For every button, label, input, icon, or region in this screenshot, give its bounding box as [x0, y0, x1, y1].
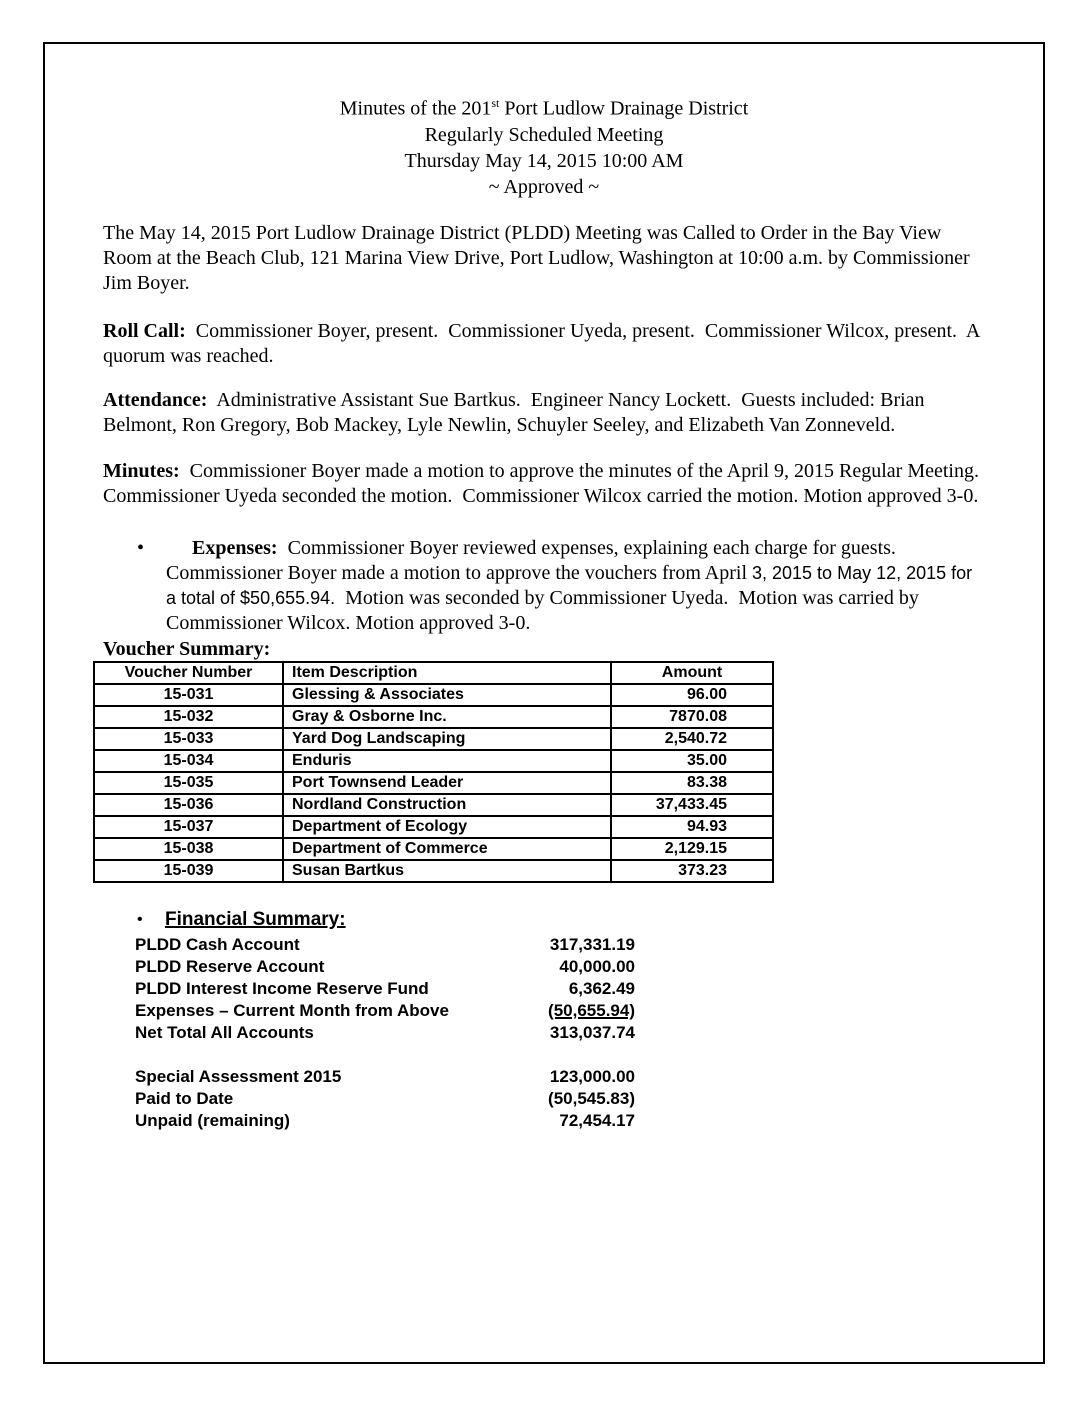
table-cell: 15-033 — [94, 728, 283, 750]
table-row — [94, 728, 773, 750]
table-row — [94, 772, 773, 794]
financial-row-label: PLDD Reserve Account — [135, 956, 325, 976]
table-cell: 35.00 — [611, 750, 773, 772]
title-ordinal-superscript: st — [491, 96, 500, 110]
attendance-text: Administrative Assistant Sue Bartkus. Engineer Nancy Lockett. Guests included: Brian Belmont, Ron Gregory, Bob Mackey, Lyle Newlin, Schuyler Seeley, and Elizabeth Van Zonneveld. — [103, 388, 925, 436]
table-cell: Gray & Osborne Inc. — [283, 706, 611, 728]
bullet-icon: • — [137, 536, 145, 559]
title-line-2: Regularly Scheduled Meeting — [424, 123, 664, 146]
table-cell: 15-032 — [94, 706, 283, 728]
minutes-label: Minutes: — [103, 459, 180, 482]
table-row — [94, 684, 773, 706]
financial-row-label: Special Assessment 2015 — [135, 1066, 342, 1086]
table-cell: Nordland Construction — [283, 794, 611, 816]
table-cell: 83.38 — [611, 772, 773, 794]
financial-row-value: 123,000.00 — [549, 1066, 635, 1086]
expenses-label: Expenses: — [192, 536, 278, 559]
table-cell: Susan Bartkus — [283, 860, 611, 882]
table-cell: 15-036 — [94, 794, 283, 816]
financial-row-value: (50,655.94) — [548, 1000, 635, 1020]
table-cell: Port Townsend Leader — [283, 772, 611, 794]
table-row — [94, 750, 773, 772]
table-row — [94, 794, 773, 816]
financial-row — [135, 1088, 635, 1110]
table-cell: Yard Dog Landscaping — [283, 728, 611, 750]
financial-row-label: PLDD Interest Income Reserve Fund — [135, 978, 429, 998]
title-line-1-suffix: Port Ludlow Drainage District — [499, 97, 749, 120]
table-cell: 2,129.15 — [611, 838, 773, 860]
financial-row-value: 313,037.74 — [549, 1022, 635, 1042]
title-line-3: Thursday May 14, 2015 10:00 AM — [404, 149, 684, 172]
financial-row-label: Expenses – Current Month from Above — [135, 1000, 449, 1020]
roll-call-text: Commissioner Boyer, present. Commissioner Uyeda, present. Commissioner Wilcox, present. A quorum was reached. — [103, 319, 980, 367]
document-content — [103, 0, 985, 1132]
bullet-icon: • — [137, 910, 143, 928]
table-row — [94, 838, 773, 860]
table-cell: 373.23 — [611, 860, 773, 882]
column-header-amount: Amount — [611, 662, 773, 684]
table-cell: Department of Ecology — [283, 816, 611, 838]
table-row — [94, 706, 773, 728]
financial-summary-bullet-item — [103, 909, 985, 931]
expenses-bullet-item — [103, 536, 985, 636]
table-row — [94, 860, 773, 882]
roll-call-label: Roll Call: — [103, 319, 186, 342]
financial-row-value: 72,454.17 — [559, 1110, 635, 1130]
table-cell: Department of Commerce — [283, 838, 611, 860]
column-header-voucher-number: Voucher Number — [94, 662, 283, 684]
intro-paragraph: The May 14, 2015 Port Ludlow Drainage District (PLDD) Meeting was Called to Order in the Bay View Room at the Beach Club, 121 Marina View Drive, Port Ludlow, Washington at 10:00 a.m. by Commissioner Jim Boyer. — [103, 221, 970, 294]
table-cell: Enduris — [283, 750, 611, 772]
voucher-table — [93, 661, 774, 883]
financial-row — [135, 1066, 635, 1088]
financial-row-label: PLDD Cash Account — [135, 934, 300, 954]
voucher-table-body — [94, 684, 773, 882]
table-cell: 37,433.45 — [611, 794, 773, 816]
financial-row — [135, 978, 635, 1000]
expenses-text-sans: 3, 2015 to May 12, 2015 for a total of $50,655.94. — [166, 562, 973, 608]
financial-group-gap — [103, 1044, 985, 1066]
attendance-label: Attendance: — [103, 388, 208, 411]
table-cell: 7870.08 — [611, 706, 773, 728]
column-header-item-description: Item Description — [283, 662, 611, 684]
minutes-text: Commissioner Boyer made a motion to approve the minutes of the April 9, 2015 Regular Meeting. Commissioner Uyeda seconded the motion. Commissioner Wilcox carried the motion. Motion approved 3-0. — [103, 459, 984, 507]
table-header-row — [94, 662, 773, 684]
document-title — [103, 90, 985, 200]
voucher-summary-heading: Voucher Summary: — [103, 637, 271, 660]
table-cell: 94.93 — [611, 816, 773, 838]
financial-row — [135, 1000, 635, 1022]
expenses-text-serif-1: Commissioner Boyer reviewed expenses, explaining each charge for guests. Commissioner Boyer made a motion to approve the vouchers from April — [166, 536, 896, 584]
expenses-paragraph — [166, 536, 985, 636]
table-cell: 15-039 — [94, 860, 283, 882]
financial-row-label: Net Total All Accounts — [135, 1022, 314, 1042]
table-cell: 15-038 — [94, 838, 283, 860]
financial-rows-group-2 — [135, 1066, 635, 1132]
table-cell: 2,540.72 — [611, 728, 773, 750]
financial-row — [135, 934, 635, 956]
expenses-text-serif-2: Motion was seconded by Commissioner Uyeda. Motion was carried by Commissioner Wilcox. Motion approved 3-0. — [166, 586, 919, 634]
financial-row-label: Unpaid (remaining) — [135, 1110, 290, 1130]
voucher-table-header — [94, 662, 773, 684]
title-line-1-prefix: Minutes of the 201 — [339, 97, 492, 120]
table-cell: 15-035 — [94, 772, 283, 794]
table-cell: 15-034 — [94, 750, 283, 772]
financial-row-value: 40,000.00 — [559, 956, 635, 976]
table-cell: Glessing & Associates — [283, 684, 611, 706]
financial-row — [135, 1022, 635, 1044]
financial-row-value: (50,545.83) — [548, 1088, 635, 1108]
table-row — [94, 816, 773, 838]
minutes-paragraph — [103, 459, 985, 509]
financial-row — [135, 1110, 635, 1132]
financial-row — [135, 956, 635, 978]
title-line-1 — [103, 90, 985, 122]
financial-row-value: 317,331.19 — [549, 934, 635, 954]
financial-row-label: Paid to Date — [135, 1088, 234, 1108]
table-cell: 15-037 — [94, 816, 283, 838]
title-line-4: ~ Approved ~ — [488, 175, 600, 198]
table-cell: 96.00 — [611, 684, 773, 706]
attendance-paragraph — [103, 388, 985, 438]
table-cell: 15-031 — [94, 684, 283, 706]
financial-summary-heading: Financial Summary: — [165, 908, 346, 930]
financial-rows-group-1 — [135, 934, 635, 1044]
roll-call-paragraph — [103, 319, 985, 369]
financial-row-value: 6,362.49 — [568, 978, 635, 998]
